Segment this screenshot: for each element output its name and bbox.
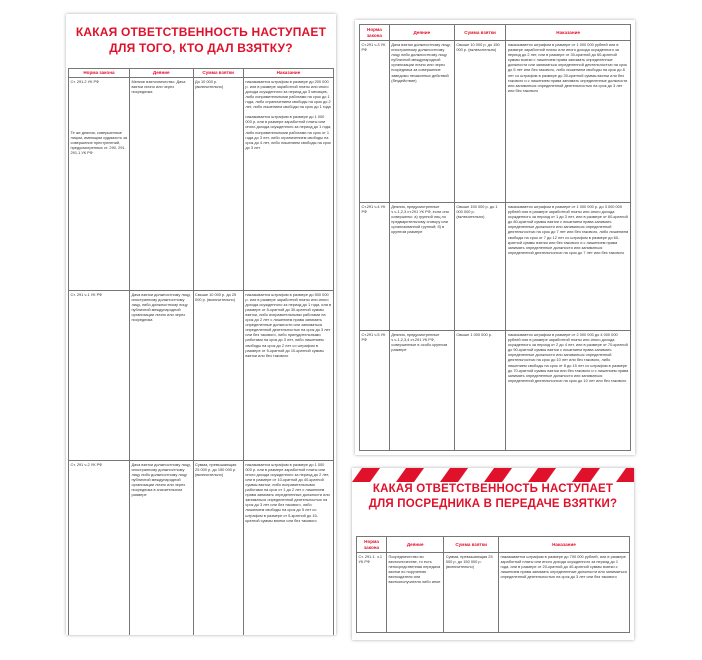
- cell-act: Деяния, предусмотренные ч.ч.1,2,3 ст.291 УК РФ, если они совершены: а) группой лиц по предварительному сговору или организованной группой; б) в крупном размере: [389, 203, 454, 331]
- stripe: [440, 468, 468, 482]
- header-act: Деяние: [389, 25, 454, 41]
- briber-liability-table-continued: [359, 24, 631, 451]
- cell-amount: До 10 000 р. (включительно): [193, 77, 243, 290]
- table-row: [357, 553, 630, 633]
- cell-amount: Свыше 150 000 р. до 1 000 000 р. (включительно): [454, 203, 505, 331]
- intermediary-liability-table: [356, 536, 630, 633]
- cell-act: Посредничество во взяточничестве, то есть непосредственная передача взятки по поручению взяткодателя или взяткополучателя либо иное: [387, 553, 444, 633]
- cell-law: Ст.291 ч.3 УК РФ: [360, 41, 390, 203]
- header-act: Деяние: [129, 69, 193, 78]
- stripe: [572, 468, 600, 482]
- right-bottom-poster: [352, 468, 634, 640]
- header-penalty: Наказание: [498, 537, 629, 553]
- stripe: [396, 468, 424, 482]
- stripe: [352, 468, 380, 482]
- header-act: Деяние: [387, 537, 444, 553]
- header-law: Норма закона: [360, 25, 390, 41]
- cell-act: Мелкое взяточничество. Дача взятки лично или через посредника: [129, 77, 193, 290]
- cell-act: Деяния, предусмотренные ч.ч.1,2,3,4 ст.291 УК РФ, совершенные в особо крупном размере: [389, 331, 454, 451]
- table-row: [360, 203, 631, 331]
- cell-act: Дача взятки должностному лицу, иностранному должностному лицу либо должностному лицу публичной международной организации лично или через посредника за совершение заведомо незаконных действий (бездействие): [389, 41, 454, 203]
- header-penalty: Наказание: [243, 69, 333, 78]
- cell-penalty: наказывается штрафом в размере до 1 000 000 р. или в размере заработной платы или иного дохода осужденного за период до 2 лет, или в размере от 10-кратной до 40-кратной суммы взятки, либо исправительными работами на срок от 1 до 2 лет с лишением права занимать определенные должности или заниматься определенной деятельностью на срок до 3 лет или без такового, либо лишением свободы на срок до 5 лет со штрафом в размере от 5-кратной до 15-кратной суммы взятки или без такового: [243, 460, 333, 635]
- left-heading-line1: КАКАЯ ОТВЕТСТВЕННОСТЬ НАСТУПАЕТ: [75, 25, 327, 39]
- cell-law: Ст.291 ч.5 УК РФ: [360, 331, 390, 451]
- left-heading: [66, 14, 336, 66]
- cell-amount: Сумма, превышающая 25 000 р. до 150 000 р. (включительно): [444, 553, 499, 633]
- table-row: [69, 460, 334, 635]
- table-row: [69, 77, 334, 290]
- header-amount: Сумма взятки: [454, 25, 505, 41]
- table-row: [360, 41, 631, 203]
- left-heading-line2: ДЛЯ ТОГО, КТО ДАЛ ВЗЯТКУ?: [109, 41, 293, 55]
- cell-penalty: наказывается штрафом в размере до 200 000 р. или в размере заработной платы или иного дохода осужденного за период до 3 месяцев, либо исправительными работами на срок до 1 года, либо ограничением свободы на срок до 2 лет, либо лишением свободы на срок до 1 года наказывается штрафом в размере до 1 000 000 р. или в размере заработной платы или иного дохода осужденного за период до 1 года, либо исправительными работами на срок от 1 года до 3 лет, либо ограничением свободы на срок до 4 лет, либо лишением свободы на срок до 3 лет: [243, 77, 333, 290]
- table-header-row: [69, 69, 334, 78]
- table-row: [360, 331, 631, 451]
- cell-act: Дача взятки должностному лицу, иностранному должностному лицу либо должностному лицу публичной международной организации лично или через посредника в значительном размере: [129, 460, 193, 635]
- cell-amount: Свыше 10 000 р. до 25 000 р. (включительно): [193, 290, 243, 460]
- header-law: Норма закона: [69, 69, 130, 78]
- right-bottom-heading: [352, 482, 634, 516]
- cell-penalty: наказывается штрафом в размере от 1 000 000 рублей или в размере заработной платы или иного дохода осужденного за период до 2 лет, или в размере от 30-кратной до 60-кратной суммы взятки с лишением права занимать определенные должности или заниматься определенной деятельностью на срок до 5 лет или без такового, либо лишением свободы на срок до 8 лет со штрафом в размере до 30-кратной суммы взятки или без такового и с лишением права занимать определенные должности или заниматься определенной деятельностью на срок до 3 лет или без такового: [506, 41, 631, 203]
- cell-amount: Сумма, превышающая 25 000 р. до 150 000 р. (включительно): [193, 460, 243, 635]
- cell-law: Ст. 291 ч.1 УК РФ: [69, 290, 130, 460]
- stripe: [484, 468, 512, 482]
- cell-penalty: наказывается штрафом в размере до 700 000 рублей, или в размере заработной платы или иного дохода осужденного за период до 1 года, или в размере от 20-кратной до 40-кратной суммы взятки с лишением права занимать определенные должности или заниматься определенной деятельностью на срок до 3 лет или без такового: [498, 553, 629, 633]
- table-header-row: [360, 25, 631, 41]
- decorative-stripes: [352, 468, 634, 482]
- stripe: [616, 468, 634, 482]
- cell-penalty: наказывается штрафом в размере от 2 000 000 до 4 000 000 рублей или в размере заработной платы или иного дохода осужденного за период от 2 до 4 лет, или в размере от 70-кратной до 90-кратной суммы взятки с лишением права занимать определенные должности или заниматься определенной деятельностью на срок до 10 лет или без такового, либо лишением свободы на срок от 8 до 15 лет со штрафом в размере до 70-кратной суммы взятки или без такового и с лишением права занимать определенные должности или заниматься определенной деятельностью на срок до 10 лет или без такового: [506, 331, 631, 451]
- cell-amount: Свыше 1 000 000 р.: [454, 331, 505, 451]
- cell-law: Ст. 291.2 УК РФ Те же деяния, совершенные лицом, имеющим судимость за совершение преступлений, предусмотренных ст. 290, 291, 291.1 УК РФ: [69, 77, 130, 290]
- header-penalty: Наказание: [506, 25, 631, 41]
- right-top-poster: [355, 20, 635, 455]
- cell-law: Ст.291 ч.4 УК РФ: [360, 203, 390, 331]
- left-poster: [66, 14, 336, 635]
- header-law: Норма закона: [357, 537, 387, 553]
- cell-penalty: наказывается штрафом в размере от 1 000 000 р. до 3 000 000 рублей или в размере заработной платы или иного дохода осужденного за период от 1 до 3 лет, или в размере от 60-кратной до 80-кратной суммы взятки с лишением права занимать определенные должности или заниматься определенной деятельностью на срок до 7 лет или без такового, либо лишением свободы на срок от 7 до 12 лет со штрафом в размере до 60-кратной суммы взятки или без такового и с лишением права занимать определенные должности или заниматься определенной деятельностью на срок до 7 лет или без такового: [506, 203, 631, 331]
- briber-liability-table: [68, 68, 334, 635]
- stripe: [528, 468, 556, 482]
- right-bottom-heading-line2: ДЛЯ ПОСРЕДНИКА В ПЕРЕДАЧЕ ВЗЯТКИ?: [368, 498, 618, 510]
- cell-law: Ст. 291.1. ч.1 УК РФ: [357, 553, 387, 633]
- cell-act: Дача взятки должностному лицу, иностранному должностному лицу, либо должностному лицу публичной международной организации лично или через посредника: [129, 290, 193, 460]
- header-amount: Сумма взятки: [193, 69, 243, 78]
- header-amount: Сумма взятки: [444, 537, 499, 553]
- right-bottom-heading-line1: КАКАЯ ОТВЕТСТВЕННОСТЬ НАСТУПАЕТ: [372, 483, 614, 495]
- cell-penalty: наказывается штрафом в размере до 500 000 р. или в размере заработной платы или иного дохода осужденного за период до 1 года, или в размере от 5-кратной до 30-кратной суммы взятки, либо исправительными работами на срок до 2 лет с лишением права занимать определенные должности или заниматься определенной деятельностью на срок до 3 лет или без такового, либо принудительными работами на срок до 3 лет, либо лишением свободы на срок до 2 лет со штрафом в размере от 5-кратной до 10-кратной суммы взятки или без такового: [243, 290, 333, 460]
- cell-law: Ст. 291 ч.2 УК РФ: [69, 460, 130, 635]
- table-row: [69, 290, 334, 460]
- table-header-row: [357, 537, 630, 553]
- cell-amount: Свыше 10 000 р. до 150 000 р. (включительно): [454, 41, 505, 203]
